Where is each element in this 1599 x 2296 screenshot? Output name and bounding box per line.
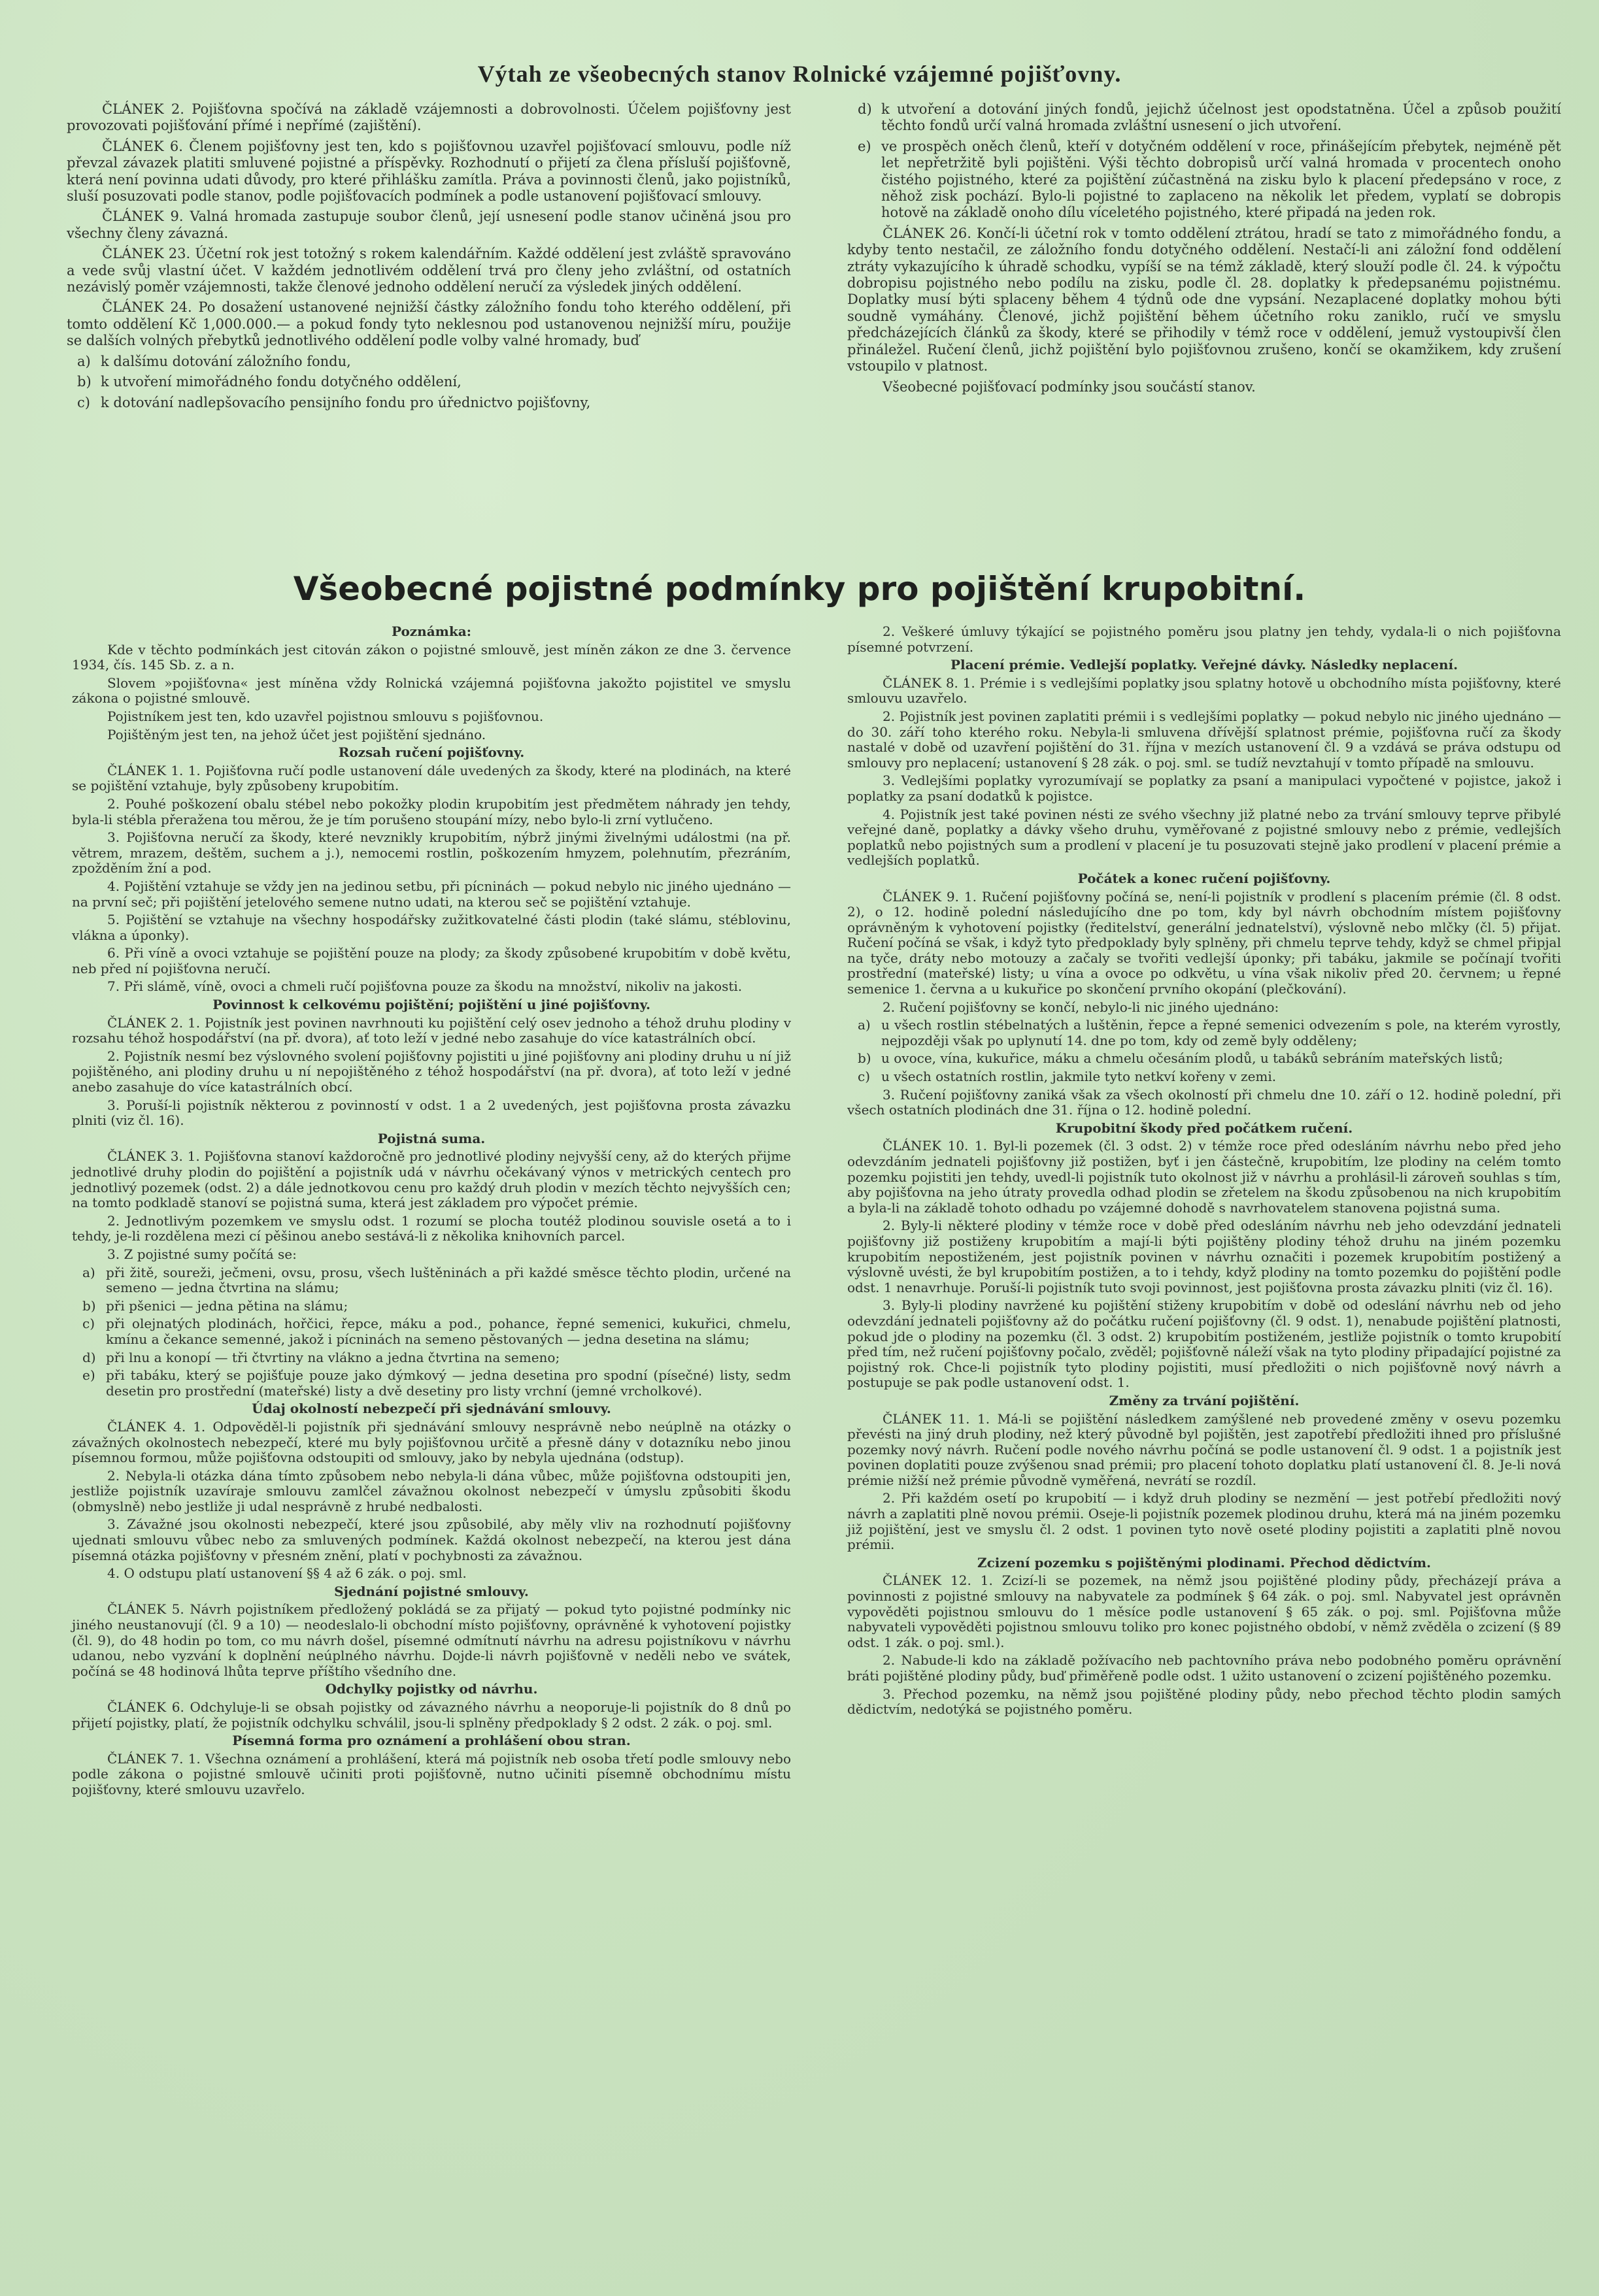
list-item-text: u ovoce, vína, kukuřice, máku a chmelu očesáním plodů, u tabáků sebráním mateřských listů; — [881, 1050, 1504, 1067]
paragraph: 2. Při každém osetí po krupobití — i když druh plodiny se nezmění — jest potřebí předložiti nový návrh a zaplatiti plně novou prémii. Oseje-li pojistník pozemek plodinou druhu, která má na jiném pozemku již pojištění, jest ve smyslu čl. 2 odst. 1 povinen tyto nově oseté plodiny pojistiti a zaplatiti plně novou prémii. — [847, 1490, 1561, 1553]
list-item-label: e) — [858, 138, 871, 154]
paragraph: 3. Byly-li plodiny navržené ku pojištění stiženy krupobitím v době od odeslání návrhu neb od jeho odevzdání jednateli pojišťovny až do počátku ručení pojišťovny (čl. 9 odst. 1), nenabude pojištění platnosti, pokud jde o plodiny na pozemku (čl. 3 odst. 2) krupobitím postiženém, jestliže pojistník o tomto krupobití před tím, než ručení pojišťovny počalo, zvěděl; pojišťovně náleží však na tyto plodiny připadající pojistné za pojistný rok. Chce-li pojistník tyto plodiny pojistiti, musí předložiti o nich pojišťovně nový návrh a postupuje se pak podle ustanovení odst. 1. — [847, 1297, 1561, 1391]
section-heading: Odchylky pojistky od návrhu. — [325, 1681, 538, 1697]
list-item — [847, 139, 1561, 222]
paragraph: ČLÁNEK 23. Účetní rok jest totožný s rokem kalendářním. Každé oddělení jest zvláště spravováno a vede svůj vlastní účet. V každém jednotlivém oddělení trvá pro členy jeho zvláštní, od ostatních nezávislý poměr vzájemnosti, takže členové jednoho oddělení neručí za výsledek jiných oddělení. — [67, 246, 791, 295]
paragraph: 3. Z pojistné sumy počítá se: — [107, 1246, 297, 1262]
conditions-title: Všeobecné pojistné podmínky pro pojištění krupobitní. — [293, 570, 1306, 608]
paragraph: 4. O odstupu platí ustanovení §§ 4 až 6 zák. o poj. sml. — [107, 1565, 467, 1582]
paragraph: 4. Pojištění vztahuje se vždy jen na jedinou setbu, při pícninách — pokud nebylo nic jiného ujednáno — na první seč; při pojištění jetelového semene nutno udati, na kterou seč se pojištění vztahuje. — [72, 878, 791, 910]
paragraph: 2. Veškeré úmluvy týkající se pojistného poměru jsou platny jen tehdy, vydala-li o nich pojišťovna písemné potvrzení. — [847, 624, 1561, 655]
list-item — [847, 1018, 1561, 1048]
list-item-label: a) — [82, 1264, 95, 1280]
paragraph: 2. Ručení pojišťovny se končí, nebylo-li nic jiného ujednáno: — [883, 999, 1279, 1015]
list-item-text: u všech ostatních rostlin, jakmile tyto netkví kořeny v zemi. — [881, 1069, 1277, 1085]
list-item-text: k utvoření mimořádného fondu dotyčného oddělení, — [101, 374, 462, 390]
list-item-text: při pšenici — jedna pětina na slámu; — [106, 1297, 348, 1314]
list-item-text: při lnu a konopí — tři čtvrtiny na vlákno a jedna čtvrtina na semeno; — [106, 1349, 560, 1365]
paragraph: ČLÁNEK 11. 1. Má-li se pojištění následkem zamýšlené neb provedené změny v osevu pozemku převésti na jiný druh plodiny, než který původně byl pojištěn, jest zapotřebí předložiti ihned pro příslušné pozemky nový návrh. Ručení podle nového návrhu počíná se podle ustanovení čl. 9 odst. 1 a pojistník jest povinen doplatiti pouze zvýšenou snad prémii; pro placení tohoto doplatku platí ustanovení čl. 8. Je-li nová prémie nižší než prémie původně vyměřená, nevrátí se rozdíl. — [847, 1410, 1561, 1488]
list-item — [847, 1051, 1561, 1067]
paragraph: 6. Při víně a ovoci vztahuje se pojištění pouze na plody; za škody způsobené krupobitím v době květu, neb před ní pojišťovna neručí. — [72, 945, 791, 976]
section-heading: Zcizení pozemku s pojištěnými plodinami. Přechod dědictvím. — [977, 1554, 1432, 1571]
paragraph: 3. Přechod pozemku, na němž jsou pojištěné plodiny půdy, nebo přechod těchto plodin samých dědictvím, nedotýká se pojistného poměru. — [847, 1686, 1561, 1718]
list-item — [67, 395, 791, 411]
section-heading: Pojistná suma. — [377, 1130, 486, 1146]
paragraph: ČLÁNEK 26. Končí-li účetní rok v tomto oddělení ztrátou, hradí se tato z mimořádného fondu, a kdyby tento nestačil, ze záložního fondu dotyčného oddělení. Nestačí-li ani záložní fond oddělení ztráty vykazujícího k úhradě schodku, vypíší se na témž základě, který slouží podle čl. 24. k výpočtu dobropisu pojistného nebo podílu na zisku, podle čl. 28. doplatky k předepsanému pojistnému. Doplatky musí býti splaceny během 4 týdnů ode dne vypsání. Nezaplacené doplatky mohou býti soudně vymáhány. Členové, jichž pojištění během účetního roku zaniklo, ručí ve smyslu předcházejících článků za škody, které se přihodily v témž roce v oddělení, jemuž vystoupivší člen přináležel. Ručení členů, jichž pojištění bylo pojišťovnou zrušeno, končí se okamžikem, kdy zrušení vstoupilo v platnost. — [847, 225, 1561, 374]
list-item-label: c) — [858, 1069, 871, 1085]
list-item — [72, 1265, 791, 1296]
paragraph: 3. Vedlejšími poplatky vyrozumívají se poplatky za psaní a manipulaci vypočtené v pojistce, jakož i poplatky za psaní dodatků k pojistce. — [847, 773, 1561, 804]
list-item — [67, 354, 791, 370]
conditions-right-column — [847, 624, 1561, 1720]
paragraph: 5. Pojištění se vztahuje na všechny hospodářsky zužitkovatelné části plodin (také slámu, stéblovinu, vlákna a úponky). — [72, 912, 791, 943]
paragraph: 2. Nabude-li kdo na základě požívacího neb pachtovního práva nebo podobného poměru oprávnění bráti pojištěné plodiny půdy, buď přiměřeně podle odst. 1 užito ustanovení o zcizení pojištěného pozemku. — [847, 1652, 1561, 1684]
section-heading: Poznámka: — [391, 624, 472, 639]
paragraph: ČLÁNEK 5. Návrh pojistníkem předložený pokládá se za přijatý — pokud tyto pojistné podmínky nic jiného neustanovují (čl. 9 a 10) — neodeslalo-li obchodní místo pojišťovny, oprávněné k vyhotovení pojistky (čl. 9), do 48 hodin po tom, co mu návrh došel, písemné odmítnutí návrhu na adresu pojistníkovu v návrhu udanou, nebo vyzvání k doplnění neúplného návrhu. Dojde-li návrh pojišťovně v neděli nebo ve svátek, počíná se 48 hodinová lhůta teprve příštího všedního dne. — [72, 1601, 791, 1679]
section-heading: Rozsah ručení pojišťovny. — [338, 744, 525, 761]
section-heading: Povinnost k celkovému pojištění; pojištění u jiné pojišťovny. — [212, 997, 650, 1013]
section-heading: Krupobitní škody před počátkem ručení. — [1055, 1120, 1353, 1136]
list-item-label: c) — [82, 1316, 95, 1332]
statutes-left-column — [67, 101, 791, 415]
list-item-text: ve prospěch oněch členů, kteří v dotyčném oddělení v roce, přinášejícím přebytek, nejméně pět let nepřetržitě byli pojištěni. Výši těchto dobropisů určí valná hromada v procentech onoho čistého pojistného, které za pojištění zúčastněná na zisku bylo k placení předepsáno v roce, z něhož zisk pochází. Bylo-li pojistné to zaplaceno na několik let předem, vyplatí se dobropis hotově na základě onoho dílu víceletého pojistného, které připadá na jeden rok. — [881, 138, 1561, 221]
paragraph: ČLÁNEK 8. 1. Prémie i s vedlejšími poplatky jsou splatny hotově u obchodního místa pojišťovny, které smlouvu uzavřelo. — [847, 674, 1561, 707]
paragraph: 2. Pojistník jest povinen zaplatiti prémii i s vedlejšími poplatky — pokud nebylo nic jiného ujednáno — do 30. září toho kterého roku. Nebyla-li smluvena dřívější splatnost prémie, pojišťovna ručí za škody nastalé v době od uzavření pojištění do 31. října v mezích ustanovení čl. 9 a vzdává se práva odstupu od smlouvy pro neplacení; ustanovení § 28 zák. o poj. sml. se tudíž nevztahují v tomto případě na smlouvu. — [847, 708, 1561, 771]
paragraph: Pojistníkem jest ten, kdo uzavřel pojistnou smlouvu s pojišťovnou. — [107, 708, 544, 724]
list-item — [847, 101, 1561, 135]
paragraph: 7. Při slámě, víně, ovoci a chmeli ručí pojišťovna pouze za škodu na množství, nikoliv na jakosti. — [107, 978, 743, 995]
statutes-title: Výtah ze všeobecných stanov Rolnické vzájemné pojišťovny. — [477, 61, 1122, 87]
list-item — [72, 1316, 791, 1347]
paragraph: ČLÁNEK 2. 1. Pojistník jest povinen navrhnouti ku pojištění celý osev jednoho a téhož druhu plodiny v rozsahu téhož hospodářství (na př. dvora), ať toto leží v jedné nebo zasahuje do více katastrálních obcí. — [72, 1014, 791, 1046]
list-item-label: a) — [858, 1017, 871, 1033]
paragraph: ČLÁNEK 7. 1. Všechna oznámení a prohlášení, která má pojistník neb osoba třetí podle smlouvy nebo podle zákona o pojistné smlouvě učiniti proti pojišťovně, nutno učiniti písemně obchodnímu místu pojišťovny, které smlouvu uzavřelo. — [72, 1750, 791, 1797]
paragraph: ČLÁNEK 1. 1. Pojišťovna ručí podle ustanovení dále uvedených za škody, které na plodinách, na které se pojištění vztahuje, byly způsobeny krupobitím. — [72, 762, 791, 794]
paragraph: Slovem »pojišťovna« jest míněna vždy Rolnická vzájemná pojišťovna jakožto pojistitel ve smyslu zákona o pojistné smlouvě. — [72, 674, 791, 707]
list-item-label: b) — [77, 374, 92, 390]
list-item — [67, 374, 791, 390]
list-item-text: k dotování nadlepšovacího pensijního fondu pro úřednictvo pojišťovny, — [101, 394, 591, 410]
section-heading: Placení prémie. Vedlejší poplatky. Veřejné dávky. Následky neplacení. — [950, 657, 1458, 673]
paragraph: 3. Závažné jsou okolnosti nebezpečí, které jsou způsobilé, aby měly vliv na rozhodnutí pojišťovny ujednati smlouvu vůbec nebo za smluvených podmínek. Každá okolnost nebezpečí, na kterou jest dána písemná otázka pojišťovny v přesném znění, platí v pochybnosti za závažnou. — [72, 1516, 791, 1563]
list-item-label: d) — [858, 101, 872, 117]
paragraph: 3. Pojišťovna neručí za škody, které nevznikly krupobitím, nýbrž jinými živelnými událostmi (na př. větrem, mrazem, deštěm, suchem a j.), nemocemi rostlin, poškozením hmyzem, polehnutím, přezráním, zpožděním žní a pod. — [72, 829, 791, 876]
paragraph: ČLÁNEK 6. Odchyluje-li se obsah pojistky od závazného návrhu a neoporuje-li pojistník do 8 dnů po přijetí pojistky, platí, že pojistník odchylku schválil, jsou-li splněny předpoklady § 2 odst. 2 zák. o poj. sml. — [72, 1699, 791, 1731]
statutes-right-column — [847, 101, 1561, 399]
paragraph: ČLÁNEK 3. 1. Pojišťovna stanoví každoročně pro jednotlivé plodiny nejvyšší ceny, až do kterých přijme jednotlivé druhy plodin do pojištění a pojistník udá v návrhu očekávaný výnos v metrických centech pro jednotlivý pozemek (odst. 2) a dále jednotkovou cenu pro každý druh plodin v mezích těchto nejvyšších cen; na tomto podkladě stanoví se pojistná suma, která jest základem pro výpočet prémie. — [72, 1148, 791, 1211]
paragraph: 2. Pojistník nesmí bez výslovného svolení pojišťovny pojistiti u jiné pojišťovny ani plodiny druhu u ní již pojištěného, ani plodiny druhu u ní nepojištěného z téhož hospodářství (na př. dvora), ať toto leží v jedné anebo zasahuje do více katastrálních obcí. — [72, 1048, 791, 1095]
paragraph: ČLÁNEK 24. Po dosažení ustanovené nejnižší částky záložního fondu toho kterého oddělení, při tomto oddělení Kč 1,000.000.— a pokud fondy tyto neklesnou pod ustanovenou nejnižší míru, použije se dalších volných přebytků jednotlivého oddělení podle volby valné hromady, buď — [67, 299, 791, 349]
paragraph: ČLÁNEK 9. Valná hromada zastupuje soubor členů, její usnesení podle stanov učiněná jsou pro všechny členy závazná. — [67, 208, 791, 241]
list-item-label: e) — [82, 1367, 95, 1384]
paragraph: 4. Pojistník jest také povinen nésti ze svého všechny již platné nebo za trvání smlouvy teprve přibylé veřejné daně, poplatky a dávky všeho druhu, vyměřované z pojistné smlouvy nebo z prémie, vedlejších poplatků nebo pojistných sum a prodlení v placení je tu posuzovati stejně jako prodlení v placení prémie a vedlejších poplatků. — [847, 806, 1561, 869]
paragraph: ČLÁNEK 6. Členem pojišťovny jest ten, kdo s pojišťovnou uzavřel pojišťovací smlouvu, podle níž převzal závazek platiti smluvené pojistné a příspěvky. Rozhodnutí o přijetí za člena přísluší pojišťovně, která není povinna udati důvody, pro které přihlášku zamítla. Práva a povinnosti členů, jako pojistníků, sluší posuzovati podle stanov, podle pojišťovacích podmínek a podle ustanovení pojišťovací smlouvy. — [67, 138, 791, 205]
list-item-text: k dalšímu dotování záložního fondu, — [101, 353, 351, 369]
list-item-text: k utvoření a dotování jiných fondů, jejichž účelnost jest opodstatněna. Účel a způsob použití těchto fondů určí valná hromada zvláštní usnesení o jich utvoření. — [881, 101, 1561, 134]
paragraph: ČLÁNEK 9. 1. Ručení pojišťovny počíná se, není-li pojistník v prodlení s placením prémie (čl. 8 odst. 2), o 12. hodině polední následujícího dne po tom, kdy byl návrh obchodním místem pojišťovny oprávněným k vyhotovení pojistky (ředitelství, generální jednatelství), výslovně nebo mlčky (čl. 5) přijat. Ručení počíná se však, i když tyto předpoklady byly splněny, při chmelu teprve tehdy, když se chmel připjal na tyče, dráty nebo motouzy a začaly se tvořiti vedlejší úponky; při tabáku, jakmile se počínají tvořiti prostřední (mateřské) listy; u vína a ovoce po odkvětu, u vína však nikoliv před 20. červnem; u řepné semenice 1. června a u kukuřice po skončení prvního okopání (plečkování). — [847, 888, 1561, 997]
section-heading: Změny za trvání pojištění. — [1109, 1392, 1300, 1408]
list-item-text: u všech rostlin stébelnatých a luštěnin, řepce a řepné semenici odvezením s pole, na kterém vyrostly, nejpozději však po uplynutí 14. dne po tom, kdy od země byly odděleny; — [881, 1017, 1561, 1048]
paragraph: ČLÁNEK 12. 1. Zcizí-li se pozemek, na němž jsou pojištěné plodiny půdy, přecházejí práva a povinnosti z pojistné smlouvy na nabyvatele za podmínek § 64 zák. o poj. sml. Nabyvatel jest oprávněn vypověděti pojistnou smlouvu do 1 měsíce podle ustanovení § 65 zák. o poj. sml. Pojišťovna může nabyvateli vypověděti pojistnou smlouvu toliko pro konec pojistného období, v němž zvěděla o zcizení (§ 89 odst. 1 zák. o poj. sml.). — [847, 1572, 1561, 1650]
section-heading: Počátek a konec ručení pojišťovny. — [1077, 870, 1331, 886]
list-item-text: při žitě, soureži, ječmeni, ovsu, prosu, všech luštěninách a při každé směsce těchto plodin, určené na semeno — jedna čtvrtina na slámu; — [106, 1264, 791, 1296]
paragraph: 3. Poruší-li pojistník některou z povinností v odst. 1 a 2 uvedených, jest pojišťovna prosta závazku plniti (viz čl. 16). — [72, 1097, 791, 1129]
paragraph: Všeobecné pojišťovací podmínky jsou součástí stanov. — [883, 378, 1256, 395]
list-item-text: při tabáku, který se pojišťuje pouze jako dýmkový — jedna desetina pro spodní (písečné) listy, sedm desetin pro prostřední (mateřské) listy a dvě desetiny pro listy vrchní (jemné vrcholkové). — [106, 1367, 791, 1399]
paragraph: Pojištěným jest ten, na jehož účet jest pojištění sjednáno. — [107, 726, 486, 742]
paragraph: 3. Ručení pojišťovny zaniká však za všech okolností při chmelu dne 10. září o 12. hodině polední, při všech ostatních plodinách dne 31. října o 12. hodině polední. — [847, 1086, 1561, 1118]
list-item-label: d) — [82, 1349, 96, 1365]
paragraph: 2. Byly-li některé plodiny v témže roce v době před odesláním návrhu neb jeho odevzdání jednateli pojišťovny již postiženy krupobitím a mají-li býti pojištěny plodiny téhož druhu na jiném pozemku krupobitím nepostiženém, jest pojistník povinen v návrhu označiti i pozemek krupobitím postižený a výslovně uvésti, že byl krupobitím postižen, a to i tehdy, když plodiny na tomto pozemku do pojištění podle odst. 1 nenavrhuje. Poruší-li pojistník tuto svoji povinnost, jest pojišťovna prosta závazku plniti (viz čl. 16). — [847, 1218, 1561, 1295]
list-item-label: a) — [77, 353, 91, 369]
paragraph: ČLÁNEK 10. 1. Byl-li pozemek (čl. 3 odst. 2) v témže roce před odesláním návrhu nebo před jeho odevzdáním jednateli pojišťovny již postižen, byť i jen částečně, krupobitím, lze plodiny na celém tomto pozemku pojistiti jen tehdy, uvedl-li pojistník tuto okolnost již v návrhu a prohlásil-li zároveň souhlas s tím, aby pojišťovna na jeho útraty provedla odhad plodin se zřetelem na škodu způsobenou na nich krupobitím a byla-li na základě tohoto odhadu po vzájemné dohodě s navrhovatelem stanovena pojistná suma. — [847, 1138, 1561, 1216]
list-item-label: c) — [77, 394, 90, 410]
list-item — [72, 1368, 791, 1399]
list-item-label: b) — [858, 1050, 871, 1067]
paragraph: 2. Jednotlivým pozemkem ve smyslu odst. 1 rozumí se plocha toutéž plodinou souvisle osetá a to i tehdy, je-li rozdělena mezi cí pěšinou anebo sestává-li z několika knihovních parcel. — [72, 1212, 791, 1244]
list-item — [72, 1299, 791, 1314]
paragraph: ČLÁNEK 4. 1. Odpověděl-li pojistník při sjednávání smlouvy nesprávně nebo neúplně na otázky o závažných okolnostech nebezpečí, které mu byly pojišťovnou určitě a přesně dány v dotazníku nebo jinou písemnou formou, může pojišťovna odstoupiti od smlouvy, jako by nebyla ujednána (odstup). — [72, 1418, 791, 1466]
section-heading: Sjednání pojistné smlouvy. — [334, 1583, 529, 1599]
list-item — [72, 1350, 791, 1366]
section-heading: Písemná forma pro oznámení a prohlášení obou stran. — [232, 1733, 631, 1749]
section-heading: Údaj okolností nebezpečí při sjednávání smlouvy. — [252, 1401, 611, 1417]
paragraph: ČLÁNEK 2. Pojišťovna spočívá na základě vzájemnosti a dobrovolnosti. Účelem pojišťovny jest provozovati pojišťování přímé i nepřímé (zajištění). — [67, 101, 791, 134]
list-item-text: při olejnatých plodinách, hořčici, řepce, máku a pod., pohance, řepné semenici, kukuřici, chmelu, kmínu a čekance semenné, jakož i pícninách na semeno pěstovaných — jedna desetina na slámu; — [106, 1316, 791, 1347]
list-item — [847, 1069, 1561, 1085]
list-item-label: b) — [82, 1297, 96, 1314]
paragraph: 2. Nebyla-li otázka dána tímto způsobem nebo nebyla-li dána vůbec, může pojišťovna odstoupiti jen, jestliže pojistník uzavíraje smlouvu zamlčel závažnou okolnost nebezpečí v úmyslu způsobiti škodu (obmyslně) nebo jestliže ji udal nesprávně z hrubé nedbalosti. — [72, 1467, 791, 1514]
paragraph: Kde v těchto podmínkách jest citován zákon o pojistné smlouvě, jest míněn zákon ze dne 3. července 1934, čís. 145 Sb. z. a n. — [72, 641, 791, 673]
paragraph: 2. Pouhé poškození obalu stébel nebo pokožky plodin krupobitím jest předmětem náhrady jen tehdy, byla-li stéblа přeražena tou měrou, že je tím porušeno stoupání mízy, nebo bylo-li zrní vytlučeno. — [72, 795, 791, 827]
conditions-left-column — [72, 624, 791, 1801]
